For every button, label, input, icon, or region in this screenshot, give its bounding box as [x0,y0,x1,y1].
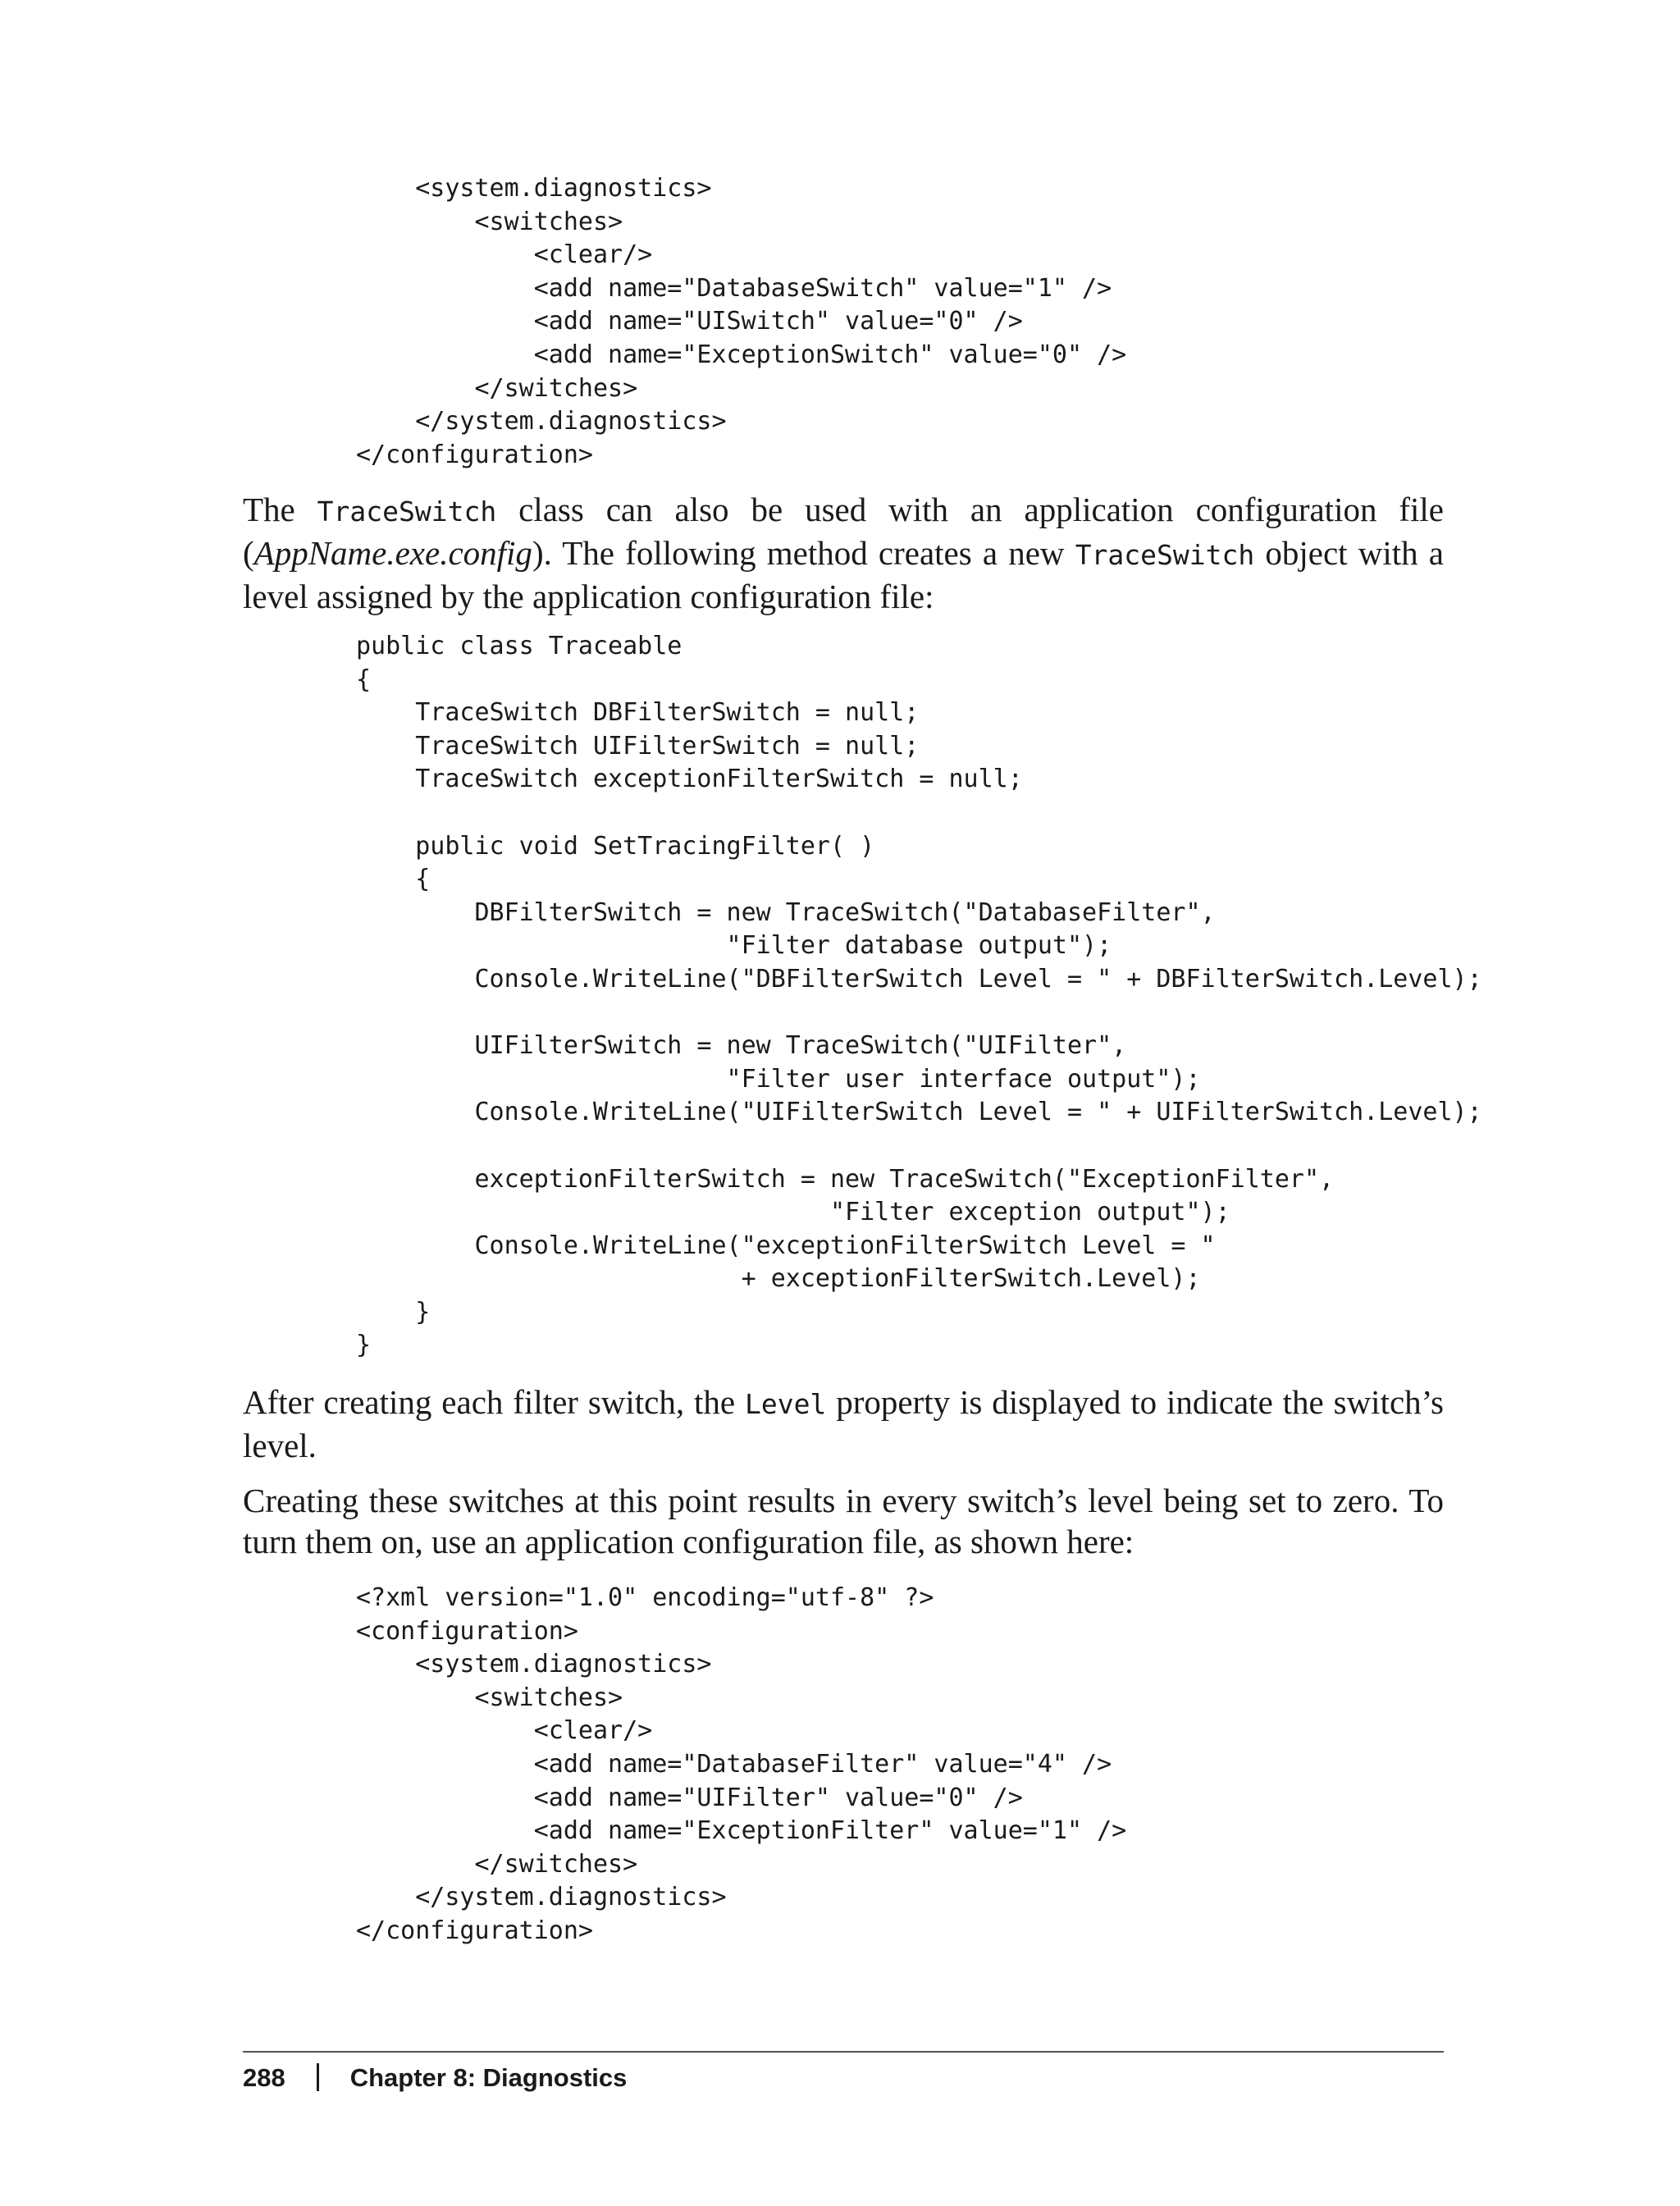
inline-code-level: Level [744,1388,827,1420]
page-footer [243,2058,627,2099]
text-run: property is displayed to indicate the switch’s level. [243,1383,1445,1464]
text-run: The [243,491,317,528]
italic-filename: AppName.exe.config [253,534,532,572]
text-run: After creating each filter switch, the [243,1383,745,1421]
text-run: Creating these switches at this point results in every switch’s level being set to zero. To turn them on, use an application configuration file, as shown here: [243,1482,1444,1560]
page-number: 288 [243,2063,285,2092]
text-run: object with a level assigned by the application configuration file: [243,534,1444,615]
inline-code-traceswitch: TraceSwitch [1075,539,1255,571]
text-run: ). The following method creates a new [532,534,1075,572]
chapter-title: Chapter 8: Diagnostics [349,2063,628,2092]
code-block-traceable-class: public class Traceable { TraceSwitch DBFilterSwitch = null; TraceSwitch UIFilterSwitch = null; TraceSwitch exceptionFilterSwitch = null; public void SetTracingFilter( ) { DBFilterSwitch = new TraceSwitch("DatabaseFilter", "Filter database output"); Console.WriteLine("DBFilterSwitch Level = " + DBFilterSwitch.Level); UIFilterSwitch = new TraceSwitch("UIFilter", "Filter user interface output"); Console.WriteLine("UIFilterSwitch Level = " + UIFilterSwitch.Level); exceptionFilterSwitch = new TraceSwitch("ExceptionFilter", "Filter exception output"); Console.WriteLine("exceptionFilterSwitch Level = " + exceptionFilterSwitch.Level); } } [356,632,1482,1360]
footer-separator [317,2063,319,2091]
code-block-config-fragment: <system.diagnostics> <switches> <clear/> <add name="DatabaseSwitch" value="1" /> <add name="UISwitch" value="0" /> <add name="ExceptionSwitch" value="0" /> </switches> </system.diagnostics> </configuration> [356,174,1127,469]
footer-rule [243,2051,1444,2053]
code-block-app-config: <?xml version="1.0" encoding="utf-8" ?> <configuration> <system.diagnostics> <switches> <clear/> <add name="DatabaseFilter" value="4" /> <add name="UIFilter" value="0" /> <add name="ExceptionFilter" value="1" /> </switches> </system.diagnostics> </configuration> [356,1583,1127,1945]
text-run: class can also be used with an application configuration file ( [243,491,1444,572]
paragraph-traceswitch-config [243,489,1444,617]
paragraph-turn-on-switches [243,1480,1444,1562]
inline-code-traceswitch: TraceSwitch [317,496,497,528]
paragraph-level-property [243,1382,1444,1466]
